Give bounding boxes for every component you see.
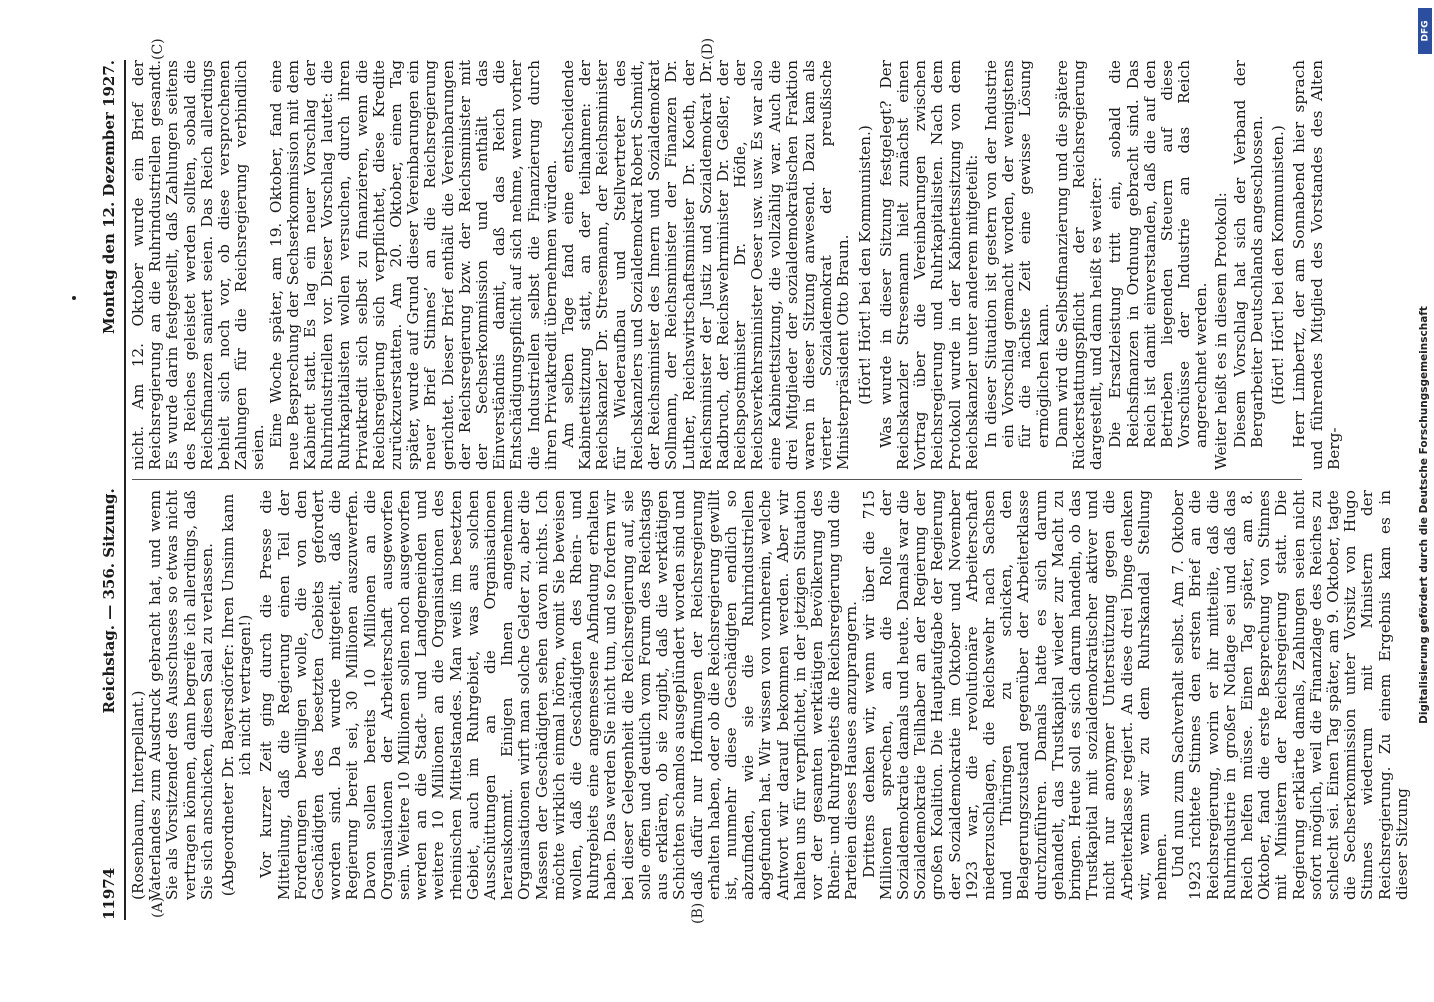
margin-letter-d: (D): [700, 37, 716, 60]
speaker-label: (Rosenbaum, Interpellant.): [129, 690, 147, 900]
paragraph: Drittens denken wir, wenn wir über die 715 Millionen sprechen, an die Rolle der Sozialdemokratie damals und heute. Damals war die Sozialdemokratie Teilhaber an der Regierung der großen Koalition. Die Hauptaufgabe der Regierung der Sozialdemokratie im Oktober und November 1923 war, die revolutionäre Arbeiterschaft niederzuschlagen, die Reichswehr nach Sachsen und Thüringen zu schicken, den Belagerungszustand gegenüber der Arbeiterklasse durchzuführen. Damals hatte es sich darum gehandelt, das Trustkapital wieder zur Macht zu bringen. Heute soll es sich darum handeln, ob das Trustkapital mit sozialdemokratischer aktiver und nicht nur anonymer Unterstützung gegen die Arbeiterklasse regiert. An diese drei Dinge denken wir, wenn wir zu dem Ruhrskandal Stellung nehmen.: [859, 490, 1170, 900]
dfg-logo: DFG: [1418, 8, 1432, 54]
protocol-quote: Die Ersatzleistung tritt ein, sobald die Reichsfinanzen in Ordnung gebracht sind. Das Reich ist damit einverstanden, daß die auf den Betrieben liegenden Steuern auf diese Vorschüsse der Industrie an das Reich angerechnet werden.: [1106, 60, 1211, 448]
interjection: (Hört! Hört! bei den Kommunisten.): [855, 125, 874, 405]
protocol-quote: In dieser Situation ist gestern von der Industrie ein Vorschlag gemacht worden, der wenigstens für die nächste Zeit eine gewisse Lösung ermöglichen kann.: [981, 60, 1052, 448]
paragraph: Vaterlandes zum Ausdruck gebracht hat, und wenn Sie als Vorsitzender des Ausschusses so etwas nicht vertragen können, dann begreife ich allerdings, daß Sie sich anschicken, diesen Saal zu verlassen.: [146, 490, 216, 900]
header-rule: [124, 60, 126, 920]
interjection: (Hört! Hört! bei den Kommunisten.): [1269, 125, 1288, 405]
margin-letter-b: (B): [690, 902, 706, 924]
paragraph: Und nun zum Sachverhalt selbst. Am 7. Oktober 1923 richtete Stinnes den ersten Brief an die Reichsregierung, worin er ihr mitteilte, daß die Ruhrindustrie in großer Notlage sei und daß das Reich helfen müsse. Einen Tag später, am 8. Oktober, fand die erste Besprechung von Stinnes mit Ministern der Reichsregierung statt. Die Regierung erklärte damals, Zahlungen seien nicht sofort möglich, weil die Finanzlage des Reiches zu schlecht sei. Einen Tag später, am 9. Oktober, tagte die Sechserkommission unter Vorsitz von Hugo Stinnes wiederum mit Ministern der Reichsregierung. Zu einem Ergebnis kam es in dieser Sitzung: [1169, 490, 1411, 900]
scan-speck: [72, 296, 76, 300]
session-title: Reichstag. — 356. Sitzung.: [100, 488, 118, 714]
page-number: 11974: [100, 867, 118, 920]
paragraph: Weiter heißt es in diesem Protokoll:: [1211, 192, 1230, 470]
left-column: [129, 490, 1411, 900]
paragraph: Dann wird die Selbstfinanzierung und die spätere Rückerstattungspflicht der Reichsregierung dargestellt, und dann heißt es weiter:: [1052, 60, 1106, 470]
paragraph: Eine Woche später, am 19. Oktober, fand eine neue Besprechung der Sechserkommission mit dem Kabinett statt. Es lag ein neuer Vorschlag der Ruhrindustriellen vor. Dieser Vorschlag lautet: die Ruhrkapitalisten wollen versuchen, durch ihren Privatkredit sich selbst zu finanzieren, wenn die Reichsregierung sich verpflichtet, diese Kredite zurückzuerstatten. Am 20. Oktober, einen Tag später, wurde auf Grund dieser Vereinbarungen ein neuer Brief Stinnes’ an die Reichsregierung gerichtet. Dieser Brief enthält die Vereinbarungen der Reichsregierung bzw. der Reichsminister mit der Sechserkommission und enthält das Einverständnis damit, daß das Reich die Entschädigungspflicht auf sich nehme, wenn vorher die Industriellen selbst die Finanzierung durch ihren Privatkredit übernehmen würden.: [266, 60, 560, 470]
paragraph: Vor kurzer Zeit ging durch die Presse die Mitteilung, daß die Regierung einen Teil der Forderungen bewilligen wolle, die von den Geschädigten des besetzten Gebiets gefordert worden sind. Da wurde mitgeteilt, daß die Regierung bereit sei, 30 Millionen auszuwerfen. Davon sollen bereits 10 Millionen an die Organisationen der Arbeiterschaft ausgeworfen sein. Weitere 10 Millionen sollen noch ausgeworfen werden an die Stadt- und Landgemeinden und weitere 10 Millionen an die Organisationen des rheinischen Mittelstandes. Man weiß im besetzten Gebiet, auch im Ruhrgebiet, was aus solchen Ausschüttungen an die Organisationen herauskommt. Einigen Ihnen angenehmen Organisationen wirft man solche Gelder zu, aber die Massen der Geschädigten sehen davon nichts. Ich möchte wirklich einmal hören, womit Sie beweisen wollen, daß die Geschädigten des Rhein- und Ruhrgebiets eine angemessene Abfindung erhalten haben. Das werden Sie nicht tun, und so fordern wir bei dieser Gelegenheit die Reichsregierung auf, sie solle offen und deutlich vom Forum des Reichstags aus erklären, ob sie zugibt, daß die werktätigen Schichten schamlos ausgeplündert worden sind und daß dafür nur Hoffnungen der Reichsregierung erhalten haben, oder ob die Reichsregierung gewillt ist, nunmehr diese Geschädigten endlich so abzufinden, wie sie die Ruhrindustriellen abgefunden hat. Wir wissen von vornherein, welche Antwort wir darauf bekommen werden. Aber wir halten uns für verpflichtet, in der jetzigen Situation vor der gesamten werktätigen Bevölkerung des Rhein- und Ruhrgebiets die Reichsregierung und die Parteien dieses Hauses anzuprangern.: [257, 490, 861, 900]
paragraph: nicht. Am 12. Oktober wurde ein Brief der Reichsregierung an die Ruhrindustriellen gesandt. Es wurde darin festgestellt, daß Zahlungen seitens des Reiches geleistet werden sollten, sobald die Reichsfinanzen saniert seien. Das Reich allerdings behielt sich noch vor, ob diese versprochenen Zahlungen für die Reichsregierung verbindlich seien.: [129, 60, 268, 470]
protocol-quote: Diesem Vorschlag hat sich der Verband der Bergarbeiter Deutschlands angeschlossen.: [1230, 60, 1266, 448]
right-column: [129, 60, 1343, 470]
dfg-notice: Digitalisierung gefördert durch die Deutsche Forschungsgemeinschaft: [1418, 306, 1430, 724]
session-date: Montag den 12. Dezember 1927.: [100, 60, 118, 334]
margin-letter-c: (C): [150, 38, 166, 60]
paragraph: Herr Limbertz, der am Sonnabend hier sprach und führendes Mitglied des Vorstandes des Alten Berg-: [1290, 60, 1343, 470]
column-divider: [132, 479, 1302, 480]
page-header: [95, 60, 123, 920]
margin-letter-a: (A): [150, 896, 166, 918]
dfg-sidebar: [1418, 8, 1432, 992]
paragraph: Was wurde in dieser Sitzung festgelegt? Der Reichskanzler Stresemann hielt zunächst einen Vortrag über die Vereinbarungen zwischen Reichsregierung und Ruhrkapitalisten. Nach dem Protokoll wurde in der Kabinettssitzung von dem Reichskanzler unter anderem mitgeteilt:: [876, 60, 981, 470]
interjection: (Abgeordneter Dr. Bayersdörfer: Ihren Unsinn kann ich nicht vertragen!): [219, 493, 255, 897]
paragraph: Am selben Tage fand eine entscheidende Kabinettsitzung statt, an der teilnahmen: der Reichskanzler Dr. Stresemann, der Reichsminister für Wiederaufbau und Stellvertreter des Reichskanzlers und Sozialdemokrat Robert Schmidt, der Reichsminister des Innern und Sozialdemokrat Sollmann, der Reichsminister der Finanzen Dr. Luther, Reichswirtschaftsminister Dr. Koeth, der Reichsminister der Justiz und Sozialdemokrat Dr. Radbruch, der Reichswehrminister Dr. Geßler, der Reichspostminister Dr. Höfle, der Reichsverkehrsminister Oeser usw. usw. Es war also eine Kabinettsitzung, die vollzählig war. Auch die drei Mitglieder der sozialdemokratischen Fraktion waren in dieser Sitzung anwesend. Dazu kam als vierter Sozialdemokrat der preußische Ministerpräsident Otto Braun.: [559, 60, 853, 470]
